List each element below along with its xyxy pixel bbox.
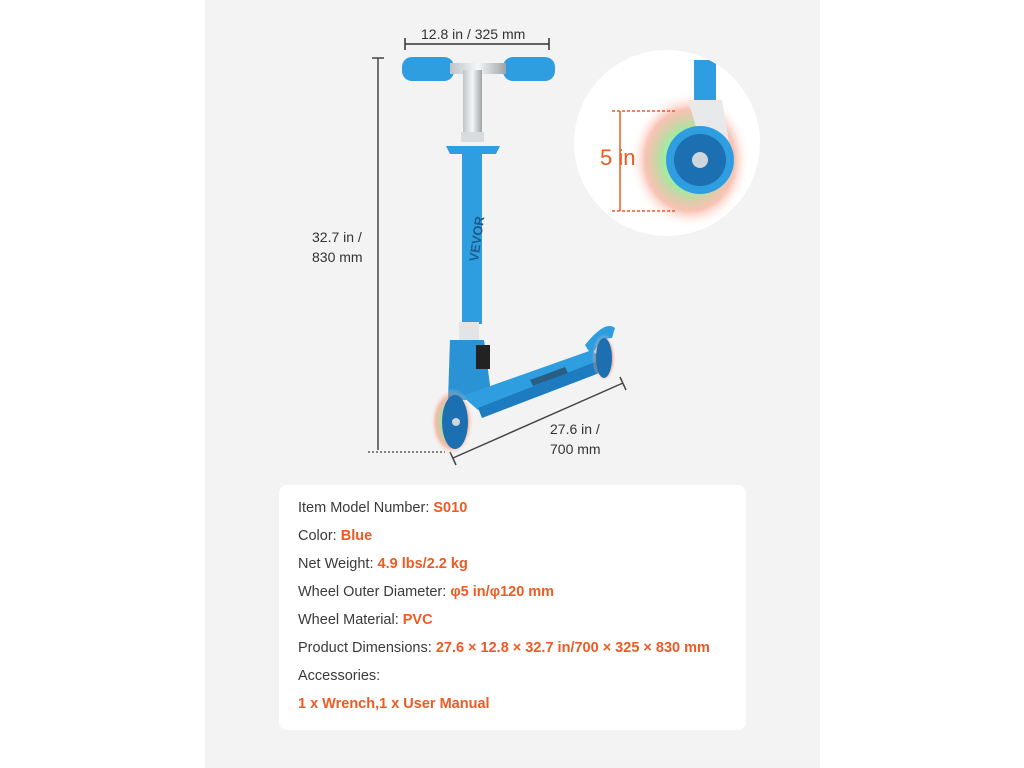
height-label-line2: 830 mm <box>312 249 363 265</box>
spec-accessories-label: Accessories: <box>298 668 381 684</box>
wheel-zoom-circle <box>574 50 760 236</box>
height-dimension-line <box>368 58 445 452</box>
height-label-line1: 32.7 in / <box>312 229 362 245</box>
spec-accessories-value: 1 x Wrench,1 x User Manual <box>298 696 490 712</box>
spec-wheel-material: Wheel Material: PVC <box>298 612 433 628</box>
specs-card <box>279 485 746 730</box>
spec-wheel-diameter: Wheel Outer Diameter: φ5 in/φ120 mm <box>298 584 555 600</box>
length-label-line1: 27.6 in / <box>550 421 600 437</box>
spec-color: Color: Blue <box>298 528 373 544</box>
wheel-size-label: 5 in <box>600 145 636 170</box>
spec-net-weight: Net Weight: 4.9 lbs/2.2 kg <box>298 556 468 572</box>
brand-logo: VEVOR <box>466 215 488 263</box>
spec-product-dimensions: Product Dimensions: 27.6 × 12.8 × 32.7 in/700 × 325 × 830 mm <box>298 640 710 656</box>
length-label-line2: 700 mm <box>550 441 601 457</box>
width-label: 12.8 in / 325 mm <box>421 26 526 42</box>
spec-model-number: Item Model Number: S010 <box>298 500 468 516</box>
